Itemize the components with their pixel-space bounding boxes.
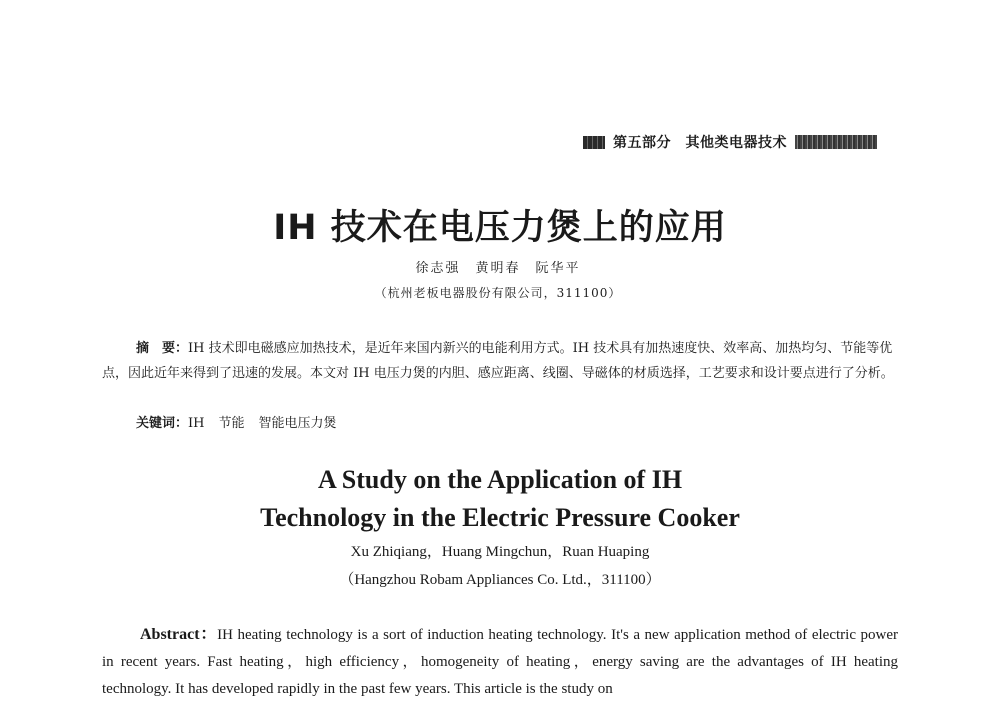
english-authors: Xu Zhiqiang，Huang Mingchun，Ruan Huaping <box>350 544 650 560</box>
chinese-keywords-label: 关键词： <box>136 416 189 431</box>
english-title-line: A Study on the Application of IH <box>317 465 683 494</box>
english-abstract-text: IH heating technology is a sort of induction heating technology. It's a new application method of electric power in recent years. Fast heating，high efficiency，homogeneity of heating，energy saving are the advantages of IH heating technology. It has developed rapidly in the past few years. This article is the study on <box>102 627 898 697</box>
header-decoration-left <box>583 136 605 149</box>
english-title-line: Technology in the Electric Pressure Cooker <box>260 503 740 532</box>
section-header <box>583 132 877 152</box>
chinese-keywords <box>136 412 351 431</box>
chinese-abstract <box>102 336 898 386</box>
keyword: IH <box>188 416 205 431</box>
chinese-authors: 徐志强 黄明春 阮华平 <box>415 261 581 276</box>
english-title <box>0 461 1000 537</box>
header-decoration-right <box>795 135 877 149</box>
chinese-affiliation: （杭州老板电器股份有限公司，311100） <box>374 286 622 300</box>
keyword: 智能电压力煲 <box>258 416 337 431</box>
keyword: 节能 <box>218 416 245 431</box>
english-affiliation: （Hangzhou Robam Appliances Co. Ltd.，311100） <box>339 572 661 588</box>
english-abstract <box>102 621 898 703</box>
chinese-title: IH 技术在电压力煲上的应用 <box>273 208 727 248</box>
section-title: 第五部分 其他类电器技术 <box>613 135 787 151</box>
chinese-abstract-label: 摘 要： <box>136 341 189 356</box>
english-abstract-label: Abstract： <box>140 626 218 643</box>
chinese-abstract-text: IH 技术即电磁感应加热技术，是近年来国内新兴的电能利用方式。IH 技术具有加热速度快、效率高、加热均匀、节能等优点，因此近年来得到了迅速的发展。本文对 IH 电压力煲的内胆、感应距离、线圈、导磁体的材质选择，工艺要求和设计要点进行了分析。 <box>102 341 894 381</box>
